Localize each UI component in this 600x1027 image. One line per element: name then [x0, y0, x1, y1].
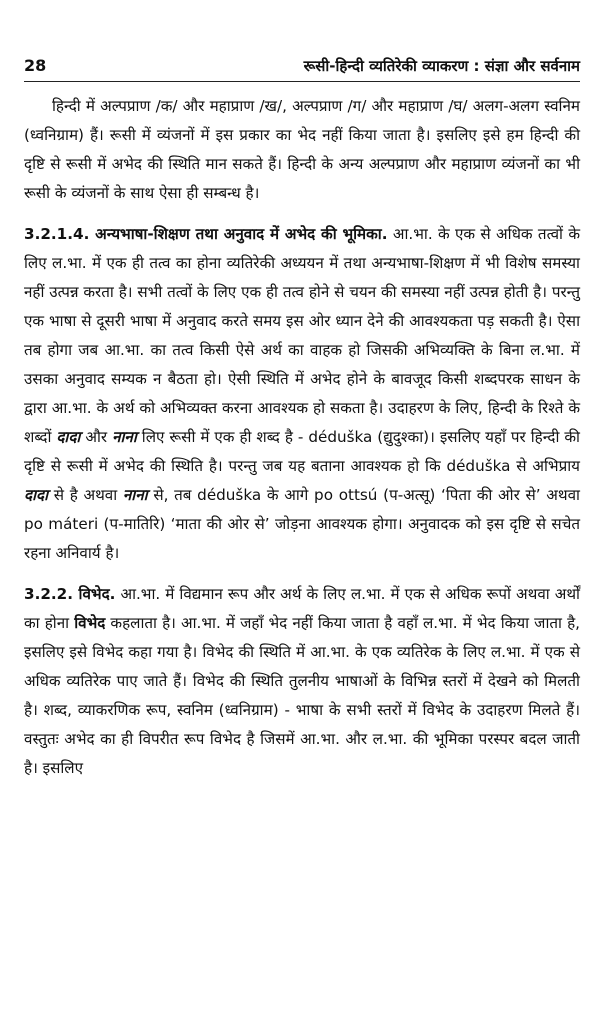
paragraph-section-3-2-2 [24, 580, 580, 783]
page-number: 28 [24, 56, 47, 75]
section-heading: 3.2.2. विभेद. [24, 585, 116, 603]
paragraph-text: से, तब déduška के आगे po ottsú (प-अत्सू) ‘पिता की ओर से’ अथवा po máteri (प-मातिरि) ‘माता की ओर से’ जोड़ना आवश्यक होगा। अनुवादक को इस दृष्टि से सचेत रहना अनिवार्य है। [24, 486, 580, 562]
paragraph-aspiration [24, 92, 580, 208]
section-heading: 3.2.1.4. अन्यभाषा-शिक्षण तथा अनुवाद में अभेद की भूमिका. [24, 225, 388, 243]
paragraph-text: आ.भा. के एक से अधिक तत्वों के लिए ल.भा. में एक ही तत्व का होना व्यतिरेकी अध्ययन में तथा अन्यभाषा-शिक्षण में भी विशेष समस्या नहीं उत्पन्न करता है। सभी तत्वों के लिए एक ही तत्व होने से चयन की समस्या नहीं उत्पन्न होती है। परन्तु एक भाषा से दूसरी भाषा में अनुवाद करते समय इस ओर ध्यान देने की आवश्यकता पड़ सकती है। ऐसा तब होगा जब आ.भा. का तत्व किसी ऐसे अर्थ का वाहक हो जिसकी अभिव्यक्ति के बिना ल.भा. में उसका अनुवाद सम्यक न बैठता हो। ऐसी स्थिति में अभेद होने के बावजूद किसी शब्दपरक साधन के द्वारा आ.भा. के अर्थ को अभिव्यक्त करना आवश्यक हो सकता है। उदाहरण के लिए, हिन्दी के रिश्ते के शब्दों [24, 225, 580, 446]
paragraph-text: आ.भा. में विद्यमान रूप और अर्थ के लिए ल.भा. में एक से अधिक रूपों अथवा अर्थों का होना [24, 585, 580, 632]
emphasized-word: नाना [122, 486, 148, 504]
paragraph-text: कहलाता है। आ.भा. में जहाँ भेद नहीं किया जाता है वहाँ ल.भा. में भेद किया जाता है, इसलिए इसे विभेद कहा गया है। विभेद की स्थिति में आ.भा. के एक व्यतिरेक के लिए ल.भा. में एक से अधिक व्यतिरेक पाए जाते हैं। विभेद की स्थिति तुलनीय भाषाओं के विभिन्न स्तरों में देखने को मिलती है। शब्द, व्याकरणिक रूप, स्वनिम (ध्वनिग्राम) - भाषा के सभी स्तरों में विभेद के उदाहरण मिलते हैं। वस्तुतः अभेद का ही विपरीत रूप विभेद है जिसमें आ.भा. और ल.भा. की भूमिका परस्पर बदल जाती है। इसलिए [24, 614, 580, 777]
emphasized-word: दादा [24, 486, 48, 504]
paragraph-text: हिन्दी में अल्पप्राण /क/ और महाप्राण /ख/, अल्पप्राण /ग/ और महाप्राण /घ/ अलग-अलग स्वनिम (ध्वनिग्राम) हैं। रूसी में व्यंजनों में इस प्रकार का भेद नहीं किया जाता है। इसलिए इसे हम हिन्दी की दृष्टि से रूसी में अभेद की स्थिति मान सकते हैं। हिन्दी के अन्य अल्पप्राण और महाप्राण व्यंजनों का भी रूसी के व्यंजनों के साथ ऐसा ही सम्बन्ध है। [24, 97, 580, 202]
paragraph-section-3-2-1-4 [24, 220, 580, 568]
emphasized-word: दादा [56, 428, 81, 446]
header-rule [24, 81, 580, 82]
emphasized-word: नाना [112, 428, 137, 446]
paragraph-text: से है अथवा [48, 486, 123, 504]
running-title: रूसी-हिन्दी व्यतिरेकी व्याकरण : संज्ञा और सर्वनाम [303, 57, 580, 75]
paragraph-text: और [80, 428, 113, 446]
paragraph-text: लिए रूसी में एक ही शब्द है - déduška (द्युदुश्का)। इसलिए यहाँ पर हिन्दी की दृष्टि से रूसी में अभेद की स्थिति है। परन्तु जब यह बताना आवश्यक हो कि déduška से अभिप्राय [24, 428, 580, 475]
page-header [24, 56, 580, 82]
page-body [24, 92, 580, 783]
emphasized-term: विभेद [74, 614, 106, 632]
